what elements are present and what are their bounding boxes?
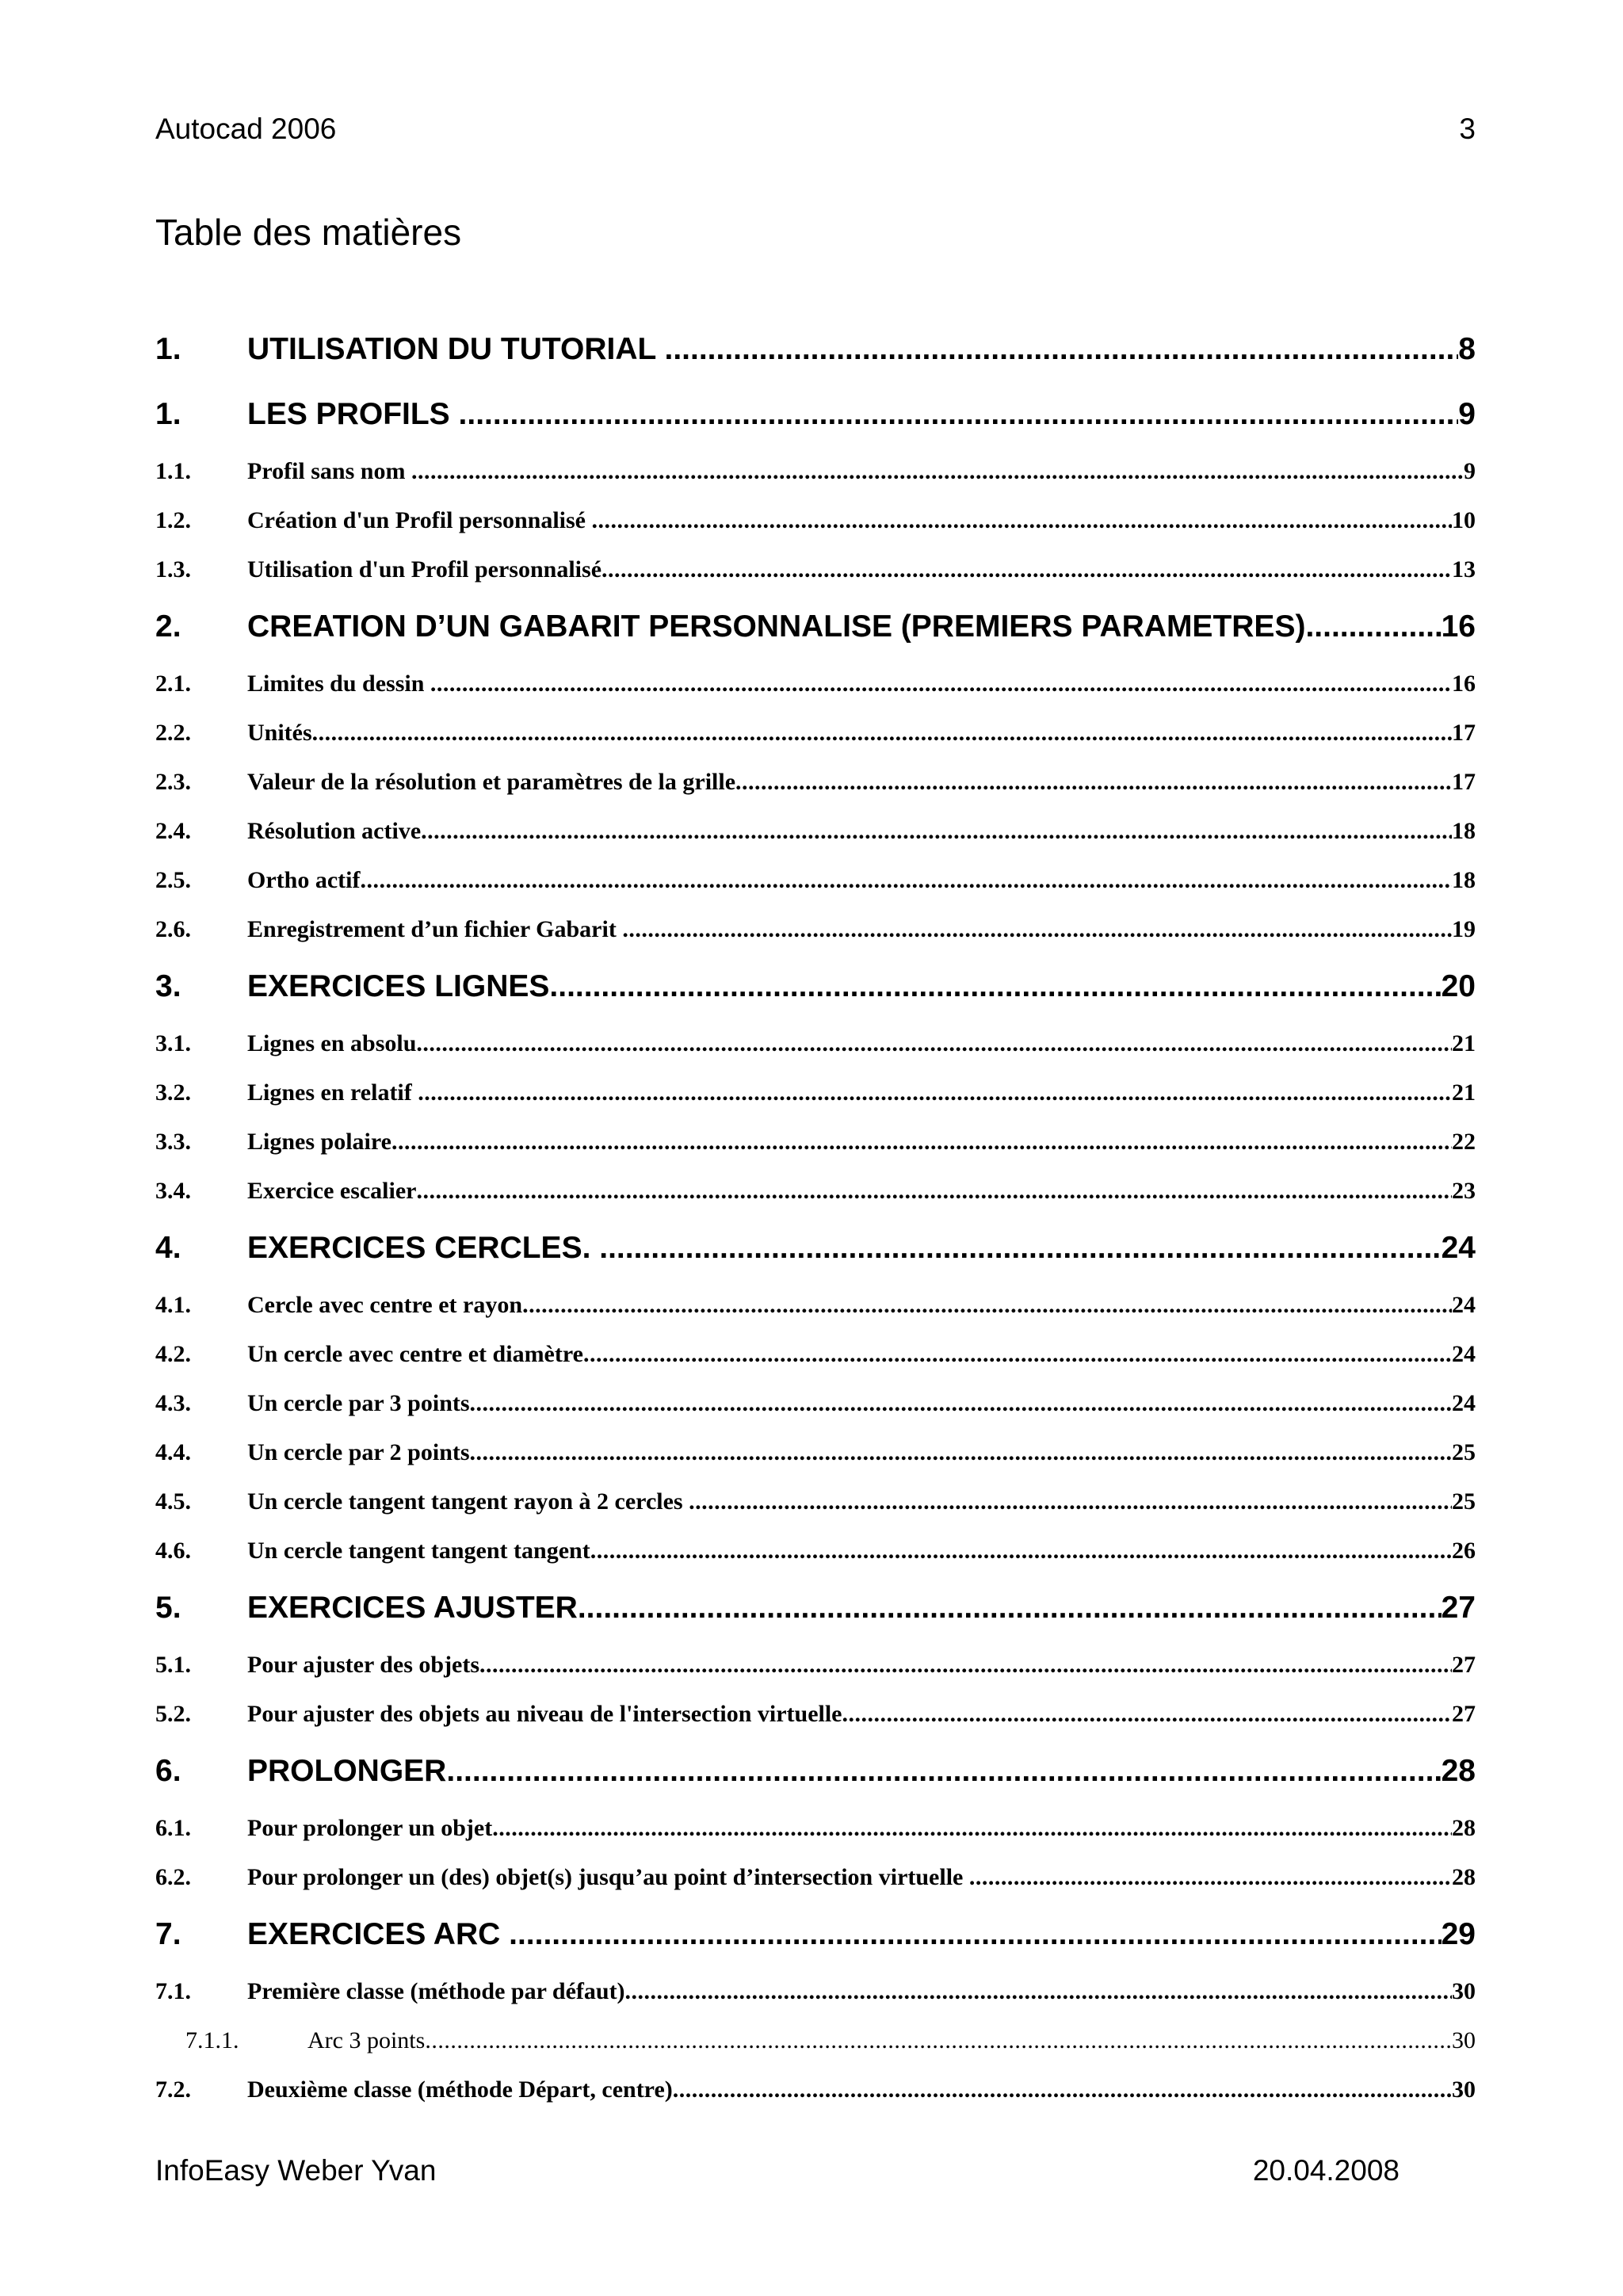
footer-date: 20.04.2008	[1252, 2154, 1400, 2187]
toc-dot-leader	[1305, 594, 1441, 659]
toc-entry-title: Lignes en absolu	[247, 1030, 417, 1056]
toc-dot-leader	[689, 1477, 1452, 1526]
toc-entry-title: Deuxième classe (méthode Départ, centre)	[247, 2076, 673, 2103]
toc-dot-leader	[312, 709, 1452, 758]
toc-entry-number: 3.2.	[155, 1079, 191, 1106]
toc-entry-number: 7.	[155, 1917, 181, 1951]
toc-entry-page: 8	[1458, 332, 1476, 366]
toc-dot-leader	[492, 1804, 1452, 1853]
toc-entry-page: 28	[1441, 1754, 1476, 1788]
toc-entry-page: 18	[1452, 867, 1476, 893]
toc-dot-leader	[470, 1428, 1452, 1477]
toc-entry[interactable]	[155, 382, 1476, 447]
toc-entry[interactable]	[155, 1853, 1476, 1902]
toc-entry-title: Profil sans nom	[247, 458, 411, 484]
toc-entry-title: Un cercle avec centre et diamètre	[247, 1341, 583, 1367]
toc-entry-number: 4.4.	[155, 1439, 191, 1465]
toc-entry-title: Utilisation d'un Profil personnalisé	[247, 556, 602, 583]
toc-dot-leader	[591, 496, 1452, 545]
toc-entry-page: 24	[1452, 1292, 1476, 1318]
toc-dot-leader	[625, 1967, 1452, 2016]
toc-entry[interactable]	[155, 1019, 1476, 1068]
toc-entry-title: Exercice escalier	[247, 1178, 417, 1204]
toc-entry[interactable]	[155, 1281, 1476, 1330]
toc-entry-title: Lignes polaire	[247, 1129, 391, 1155]
toc-dot-leader	[842, 1690, 1453, 1739]
toc-entry-title: EXERCICES ARC	[247, 1917, 510, 1951]
toc-entry-page: 27	[1441, 1591, 1476, 1625]
toc-entry-number: 5.1.	[155, 1652, 191, 1678]
header-title: Autocad 2006	[155, 113, 337, 145]
toc-dot-leader	[416, 1019, 1452, 1068]
toc-entry-page: 20	[1441, 969, 1476, 1003]
toc-entry-page: 25	[1452, 1439, 1476, 1465]
toc-entry-number: 2.	[155, 609, 181, 644]
toc-entry-number: 6.2.	[155, 1864, 191, 1890]
toc-entry-page: 25	[1452, 1488, 1476, 1515]
toc-entry-number: 5.2.	[155, 1701, 191, 1727]
toc-entry-number: 7.2.	[155, 2076, 191, 2103]
toc-dot-leader	[417, 1167, 1453, 1216]
toc-dot-leader	[470, 1379, 1452, 1428]
toc-dot-leader	[446, 1739, 1441, 1804]
toc-entry[interactable]	[155, 1526, 1476, 1576]
toc-dot-leader	[430, 659, 1452, 709]
toc-entry[interactable]	[155, 496, 1476, 545]
toc-entry-page: 28	[1452, 1864, 1476, 1890]
toc-entry-page: 13	[1452, 556, 1476, 583]
toc-entry[interactable]	[155, 1690, 1476, 1739]
toc-entry-title: Unités	[247, 720, 312, 746]
toc-entry-title: Arc 3 points	[307, 2027, 426, 2053]
toc-entry-title: Un cercle tangent tangent rayon à 2 cercles	[247, 1488, 689, 1515]
toc-entry-number: 2.3.	[155, 769, 191, 795]
toc-entry-page: 30	[1452, 2076, 1476, 2103]
toc-dot-leader	[522, 1281, 1452, 1330]
toc-entry-page: 16	[1452, 670, 1476, 697]
toc-entry-title: Un cercle tangent tangent tangent	[247, 1538, 590, 1564]
toc-entry-title: Valeur de la résolution et paramètres de la grille	[247, 769, 736, 795]
toc-entry-title: LES PROFILS	[247, 397, 459, 431]
toc-dot-leader	[509, 1902, 1441, 1967]
toc-entry[interactable]	[155, 905, 1476, 954]
toc-entry[interactable]	[155, 317, 1476, 382]
toc-entry-page: 19	[1452, 916, 1476, 942]
toc-entry-page: 10	[1452, 507, 1476, 533]
toc-entry-title: Un cercle par 3 points	[247, 1390, 470, 1416]
toc-entry[interactable]	[155, 659, 1476, 709]
toc-entry-number: 1.1.	[155, 458, 191, 484]
toc-entry-number: 4.	[155, 1231, 181, 1265]
toc-entry-number: 2.6.	[155, 916, 191, 942]
toc-entry[interactable]	[155, 447, 1476, 496]
table-of-contents	[155, 317, 1476, 2115]
toc-entry-title: PROLONGER	[247, 1754, 447, 1788]
toc-dot-leader	[421, 807, 1452, 856]
toc-entry-number: 3.1.	[155, 1030, 191, 1056]
toc-entry[interactable]	[155, 594, 1476, 659]
toc-entry-number: 3.	[155, 969, 181, 1003]
toc-entry-number: 1.2.	[155, 507, 191, 533]
page-footer	[155, 2154, 1400, 2194]
toc-entry-number: 7.1.	[155, 1978, 191, 2004]
toc-dot-leader	[590, 1526, 1452, 1576]
toc-entry-number: 1.	[155, 332, 181, 366]
toc-entry-number: 3.3.	[155, 1129, 191, 1155]
toc-dot-leader	[360, 856, 1452, 905]
toc-dot-leader	[558, 954, 1441, 1019]
toc-entry-page: 30	[1452, 1978, 1476, 2004]
toc-entry[interactable]	[155, 1117, 1476, 1167]
toc-entry-number: 4.5.	[155, 1488, 191, 1515]
toc-dot-leader	[459, 382, 1459, 447]
toc-entry-number: 4.3.	[155, 1390, 191, 1416]
toc-dot-leader	[673, 2065, 1452, 2115]
toc-entry[interactable]	[155, 954, 1476, 1019]
toc-entry-page: 17	[1452, 769, 1476, 795]
toc-entry-title: Pour ajuster des objets au niveau de l'intersection virtuelle	[247, 1701, 842, 1727]
toc-dot-leader	[664, 317, 1458, 382]
toc-entry-title: Résolution active	[247, 818, 422, 844]
toc-entry-title: CREATION D’UN GABARIT PERSONNALISE (PREMIERS PARAMETRES)	[247, 609, 1306, 644]
toc-entry-title: Première classe (méthode par défaut)	[247, 1978, 625, 2004]
toc-entry-page: 28	[1452, 1815, 1476, 1841]
toc-entry[interactable]	[155, 1330, 1476, 1379]
toc-entry[interactable]	[155, 758, 1476, 807]
toc-entry[interactable]	[155, 1477, 1476, 1526]
toc-entry-page: 27	[1452, 1701, 1476, 1727]
toc-entry[interactable]	[155, 545, 1476, 594]
toc-entry-title: Pour prolonger un (des) objet(s) jusqu’au point d’intersection virtuelle	[247, 1864, 969, 1890]
toc-entry[interactable]	[155, 1739, 1476, 1804]
toc-entry-page: 21	[1452, 1079, 1476, 1106]
toc-entry-title: Lignes en relatif	[247, 1079, 418, 1106]
toc-entry-number: 2.1.	[155, 670, 191, 697]
toc-entry-number: 4.2.	[155, 1341, 191, 1367]
toc-entry-page: 21	[1452, 1030, 1476, 1056]
toc-entry-page: 26	[1452, 1538, 1476, 1564]
toc-entry-title: Ortho actif	[247, 867, 361, 893]
toc-entry-number: 3.4.	[155, 1178, 191, 1204]
header-page-number: 3	[1459, 113, 1476, 145]
toc-entry-page: 24	[1441, 1231, 1476, 1265]
toc-dot-leader	[969, 1853, 1452, 1902]
toc-entry[interactable]	[155, 1379, 1476, 1428]
toc-dot-leader	[425, 2016, 1452, 2065]
toc-entry-number: 4.1.	[155, 1292, 191, 1318]
toc-entry-number: 5.	[155, 1591, 181, 1625]
toc-entry-number: 2.5.	[155, 867, 191, 893]
toc-entry-title: Pour ajuster des objets	[247, 1652, 480, 1678]
toc-entry[interactable]	[155, 1167, 1476, 1216]
toc-entry[interactable]	[155, 1428, 1476, 1477]
toc-entry-number: 1.3.	[155, 556, 191, 583]
toc-entry-title: Pour prolonger un objet	[247, 1815, 493, 1841]
toc-entry-title: Cercle avec centre et rayon	[247, 1292, 523, 1318]
toc-entry-page: 24	[1452, 1341, 1476, 1367]
toc-entry-page: 17	[1452, 720, 1476, 746]
toc-entry-title: UTILISATION DU TUTORIAL	[247, 332, 665, 366]
toc-entry-number: 6.	[155, 1754, 181, 1788]
toc-entry-page: 9	[1464, 458, 1476, 484]
toc-entry[interactable]	[155, 2065, 1476, 2115]
toc-dot-leader	[578, 1576, 1442, 1641]
toc-entry[interactable]	[155, 709, 1476, 758]
toc-entry-number: 4.6.	[155, 1538, 191, 1564]
toc-entry-page: 30	[1452, 2027, 1476, 2053]
toc-heading: Table des matières	[155, 212, 462, 253]
toc-entry-page: 24	[1452, 1390, 1476, 1416]
toc-entry-page: 22	[1452, 1129, 1476, 1155]
toc-entry-title: Enregistrement d’un fichier Gabarit	[247, 916, 623, 942]
toc-dot-leader	[479, 1641, 1452, 1690]
toc-entry[interactable]	[155, 1641, 1476, 1690]
toc-entry[interactable]	[155, 1576, 1476, 1641]
toc-dot-leader	[599, 1216, 1441, 1281]
toc-entry-title: EXERCICES CERCLES.	[247, 1231, 600, 1265]
toc-dot-leader	[583, 1330, 1452, 1379]
footer-author: InfoEasy Weber Yvan	[155, 2154, 437, 2187]
toc-entry-number: 1.	[155, 397, 181, 431]
toc-entry[interactable]	[155, 856, 1476, 905]
toc-entry[interactable]	[155, 1216, 1476, 1281]
toc-entry[interactable]	[155, 1068, 1476, 1117]
toc-dot-leader	[735, 758, 1452, 807]
toc-dot-leader	[411, 447, 1464, 496]
toc-entry[interactable]	[155, 2016, 1476, 2065]
toc-dot-leader	[391, 1117, 1452, 1167]
toc-entry[interactable]	[155, 1902, 1476, 1967]
toc-dot-leader	[601, 545, 1452, 594]
toc-dot-leader	[418, 1068, 1452, 1117]
toc-entry-title: EXERCICES LIGNES.	[247, 969, 559, 1003]
toc-entry[interactable]	[155, 807, 1476, 856]
toc-entry-title: EXERCICES AJUSTER	[247, 1591, 578, 1625]
toc-dot-leader	[622, 905, 1452, 954]
toc-entry-page: 27	[1452, 1652, 1476, 1678]
toc-entry[interactable]	[155, 1967, 1476, 2016]
toc-entry-number: 7.1.1.	[185, 2027, 239, 2053]
toc-entry-number: 2.4.	[155, 818, 191, 844]
toc-entry-title: Création d'un Profil personnalisé	[247, 507, 592, 533]
toc-entry-page: 9	[1458, 397, 1476, 431]
toc-entry-page: 23	[1452, 1178, 1476, 1204]
toc-entry[interactable]	[155, 1804, 1476, 1853]
running-header	[155, 113, 1476, 152]
toc-entry-number: 2.2.	[155, 720, 191, 746]
toc-entry-title: Limites du dessin	[247, 670, 430, 697]
toc-entry-number: 6.1.	[155, 1815, 191, 1841]
toc-entry-page: 18	[1452, 818, 1476, 844]
toc-entry-page: 16	[1441, 609, 1476, 644]
toc-entry-title: Un cercle par 2 points	[247, 1439, 470, 1465]
toc-entry-page: 29	[1441, 1917, 1476, 1951]
